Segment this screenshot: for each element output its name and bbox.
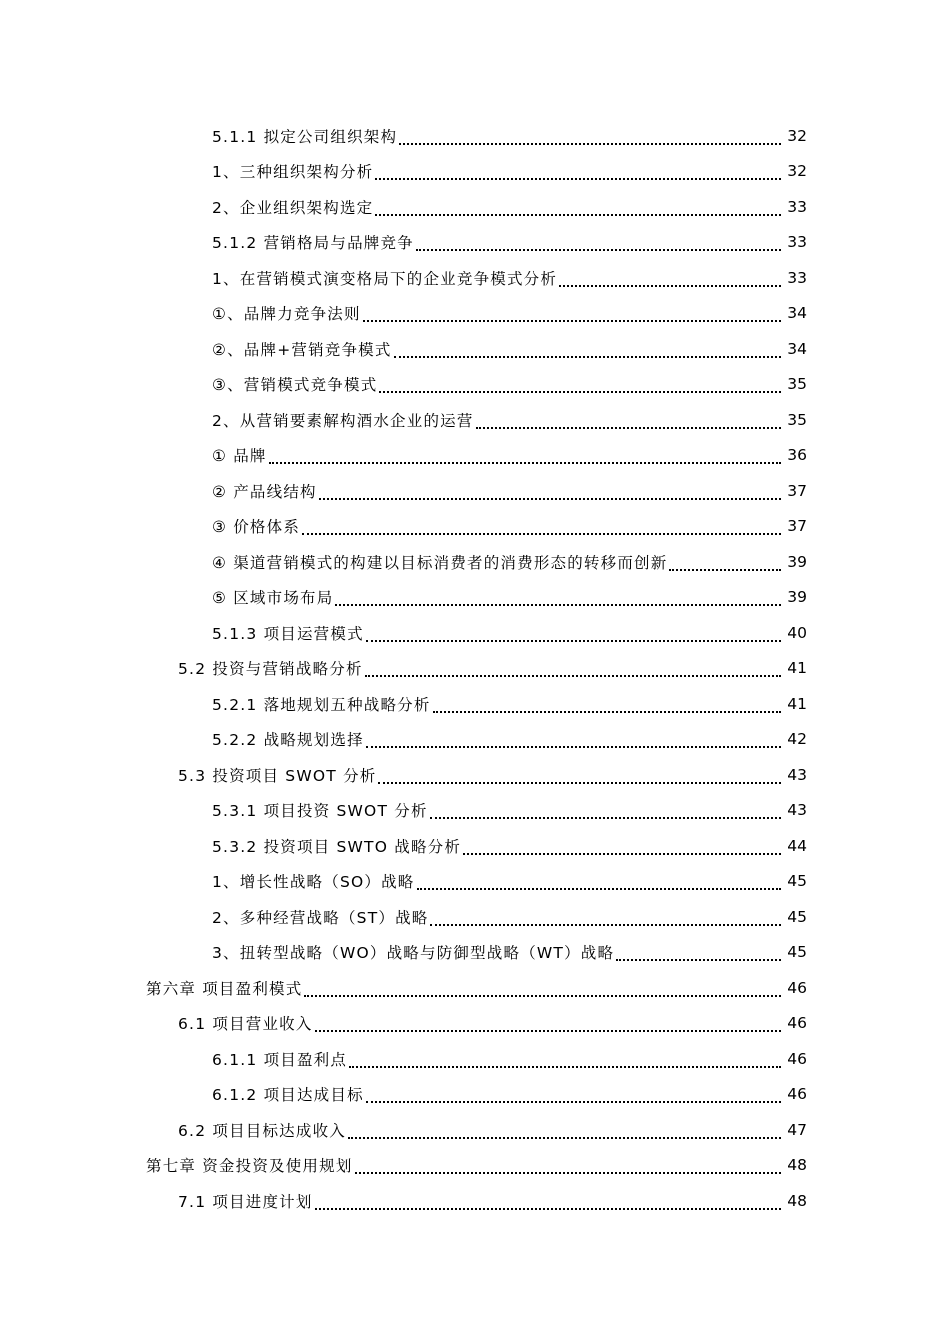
toc-entry[interactable] [0, 864, 950, 900]
toc-entry[interactable] [0, 438, 950, 474]
toc-entry-page-number: 34 [787, 304, 807, 323]
toc-dot-leader [319, 498, 781, 500]
toc-entry-page-number: 46 [787, 1085, 807, 1104]
toc-entry[interactable] [0, 367, 950, 403]
toc-entry[interactable] [0, 1006, 950, 1042]
toc-dot-leader [417, 888, 781, 890]
toc-entry-title: 6.1.2 项目达成目标 [212, 1086, 364, 1105]
toc-entry[interactable] [0, 154, 950, 190]
toc-entry[interactable] [0, 225, 950, 261]
toc-entry-title: 1、在营销模式演变格局下的企业竞争模式分析 [212, 269, 558, 288]
toc-dot-leader [302, 533, 781, 535]
toc-entry-page-number: 45 [787, 907, 807, 926]
toc-entry[interactable] [0, 828, 950, 864]
toc-entry-page-number: 48 [787, 1191, 807, 1210]
toc-dot-leader [335, 604, 781, 606]
toc-dot-leader [304, 995, 781, 997]
toc-entry[interactable] [0, 118, 950, 154]
toc-entry-page-number: 47 [787, 1120, 807, 1139]
toc-entry-title: 1、三种组织架构分析 [212, 163, 374, 182]
toc-dot-leader [616, 959, 781, 961]
toc-dot-leader [430, 924, 781, 926]
toc-entry-title: 2、多种经营战略（ST）战略 [212, 908, 429, 927]
toc-entry-title: 6.2 项目目标达成收入 [178, 1121, 346, 1140]
toc-entry-title: ④ 渠道营销模式的构建以目标消费者的消费形态的转移而创新 [212, 553, 668, 572]
toc-dot-leader [348, 1137, 781, 1139]
toc-entry-page-number: 46 [787, 1014, 807, 1033]
toc-entry-title: ③、营销模式竞争模式 [212, 376, 378, 395]
toc-entry-title: 5.1.1 拟定公司组织架构 [212, 127, 398, 146]
toc-entry[interactable] [0, 935, 950, 971]
toc-entry-title: 5.3.2 投资项目 SWTO 战略分析 [212, 837, 462, 856]
toc-dot-leader [378, 782, 781, 784]
toc-entry-title: 6.1.1 项目盈利点 [212, 1050, 348, 1069]
toc-entry-page-number: 32 [787, 126, 807, 145]
toc-dot-leader [399, 143, 781, 145]
toc-entry-page-number: 33 [787, 233, 807, 252]
toc-entry-title: ② 产品线结构 [212, 482, 317, 501]
toc-entry-page-number: 36 [787, 446, 807, 465]
toc-dot-leader [349, 1066, 781, 1068]
toc-entry-page-number: 39 [787, 552, 807, 571]
toc-entry-page-number: 35 [787, 410, 807, 429]
toc-dot-leader [416, 249, 781, 251]
toc-entry[interactable] [0, 757, 950, 793]
toc-entry-page-number: 34 [787, 339, 807, 358]
toc-entry-page-number: 32 [787, 162, 807, 181]
toc-entry-page-number: 46 [787, 978, 807, 997]
toc-dot-leader [669, 569, 781, 571]
toc-entry-page-number: 37 [787, 481, 807, 500]
toc-entry-page-number: 43 [787, 765, 807, 784]
toc-entry-title: 5.1.2 营销格局与品牌竞争 [212, 234, 414, 253]
toc-entry-page-number: 40 [787, 623, 807, 642]
toc-entry-title: ②、品牌+营销竞争模式 [212, 340, 392, 359]
toc-entry-title: 5.3.1 项目投资 SWOT 分析 [212, 802, 428, 821]
toc-entry[interactable] [0, 970, 950, 1006]
toc-entry[interactable] [0, 686, 950, 722]
toc-entry[interactable] [0, 899, 950, 935]
toc-dot-leader [366, 1101, 781, 1103]
toc-entry[interactable] [0, 1148, 950, 1184]
toc-entry[interactable] [0, 1112, 950, 1148]
toc-entry-title: ⑤ 区域市场布局 [212, 589, 334, 608]
toc-entry[interactable] [0, 544, 950, 580]
toc-entry-page-number: 43 [787, 801, 807, 820]
toc-dot-leader [433, 711, 781, 713]
toc-entry-title: 3、扭转型战略（WO）战略与防御型战略（WT）战略 [212, 944, 615, 963]
toc-entry-page-number: 42 [787, 730, 807, 749]
toc-dot-leader [366, 746, 781, 748]
table-of-contents [0, 118, 950, 1219]
toc-dot-leader [269, 462, 781, 464]
toc-entry[interactable] [0, 296, 950, 332]
toc-entry-title: 7.1 项目进度计划 [178, 1192, 313, 1211]
toc-entry-page-number: 33 [787, 268, 807, 287]
toc-entry-page-number: 44 [787, 836, 807, 855]
toc-entry-page-number: 41 [787, 659, 807, 678]
toc-entry[interactable] [0, 651, 950, 687]
toc-dot-leader [366, 640, 781, 642]
toc-entry[interactable] [0, 331, 950, 367]
toc-dot-leader [315, 1030, 781, 1032]
toc-entry[interactable] [0, 189, 950, 225]
toc-entry[interactable] [0, 260, 950, 296]
toc-entry-title: 6.1 项目营业收入 [178, 1015, 313, 1034]
toc-entry-title: 5.2.2 战略规划选择 [212, 731, 364, 750]
toc-entry-title: 1、增长性战略（SO）战略 [212, 873, 415, 892]
toc-entry-title: 2、企业组织架构选定 [212, 198, 374, 217]
toc-entry-title: ① 品牌 [212, 447, 267, 466]
toc-entry-page-number: 45 [787, 872, 807, 891]
toc-dot-leader [476, 427, 781, 429]
toc-entry[interactable] [0, 509, 950, 545]
toc-entry-title: ③ 价格体系 [212, 518, 301, 537]
toc-dot-leader [463, 853, 781, 855]
toc-dot-leader [375, 178, 781, 180]
toc-entry-title: 5.1.3 项目运营模式 [212, 624, 364, 643]
toc-dot-leader [394, 356, 781, 358]
toc-entry-title: 5.2 投资与营销战略分析 [178, 660, 363, 679]
toc-entry-page-number: 33 [787, 197, 807, 216]
toc-entry-page-number: 48 [787, 1156, 807, 1175]
toc-entry[interactable] [0, 580, 950, 616]
toc-dot-leader [315, 1208, 781, 1210]
toc-dot-leader [430, 817, 781, 819]
toc-entry[interactable] [0, 722, 950, 758]
toc-entry-title: ①、品牌力竞争法则 [212, 305, 361, 324]
toc-entry-page-number: 41 [787, 694, 807, 713]
toc-dot-leader [365, 675, 781, 677]
toc-entry[interactable] [0, 402, 950, 438]
toc-dot-leader [355, 1172, 781, 1174]
toc-entry[interactable] [0, 1041, 950, 1077]
toc-entry[interactable] [0, 615, 950, 651]
toc-entry-title: 5.3 投资项目 SWOT 分析 [178, 766, 377, 785]
toc-entry-page-number: 45 [787, 943, 807, 962]
toc-entry-title: 第六章 项目盈利模式 [146, 979, 303, 998]
toc-entry-page-number: 39 [787, 588, 807, 607]
toc-entry-title: 2、从营销要素解构酒水企业的运营 [212, 411, 474, 430]
toc-dot-leader [379, 391, 781, 393]
toc-entry[interactable] [0, 473, 950, 509]
toc-entry[interactable] [0, 1077, 950, 1113]
toc-dot-leader [363, 320, 781, 322]
toc-entry[interactable] [0, 793, 950, 829]
toc-dot-leader [375, 214, 781, 216]
toc-entry-page-number: 37 [787, 517, 807, 536]
toc-entry[interactable] [0, 1183, 950, 1219]
toc-entry-page-number: 35 [787, 375, 807, 394]
toc-entry-title: 5.2.1 落地规划五种战略分析 [212, 695, 431, 714]
toc-entry-page-number: 46 [787, 1049, 807, 1068]
toc-entry-title: 第七章 资金投资及使用规划 [146, 1157, 353, 1176]
toc-dot-leader [559, 285, 781, 287]
